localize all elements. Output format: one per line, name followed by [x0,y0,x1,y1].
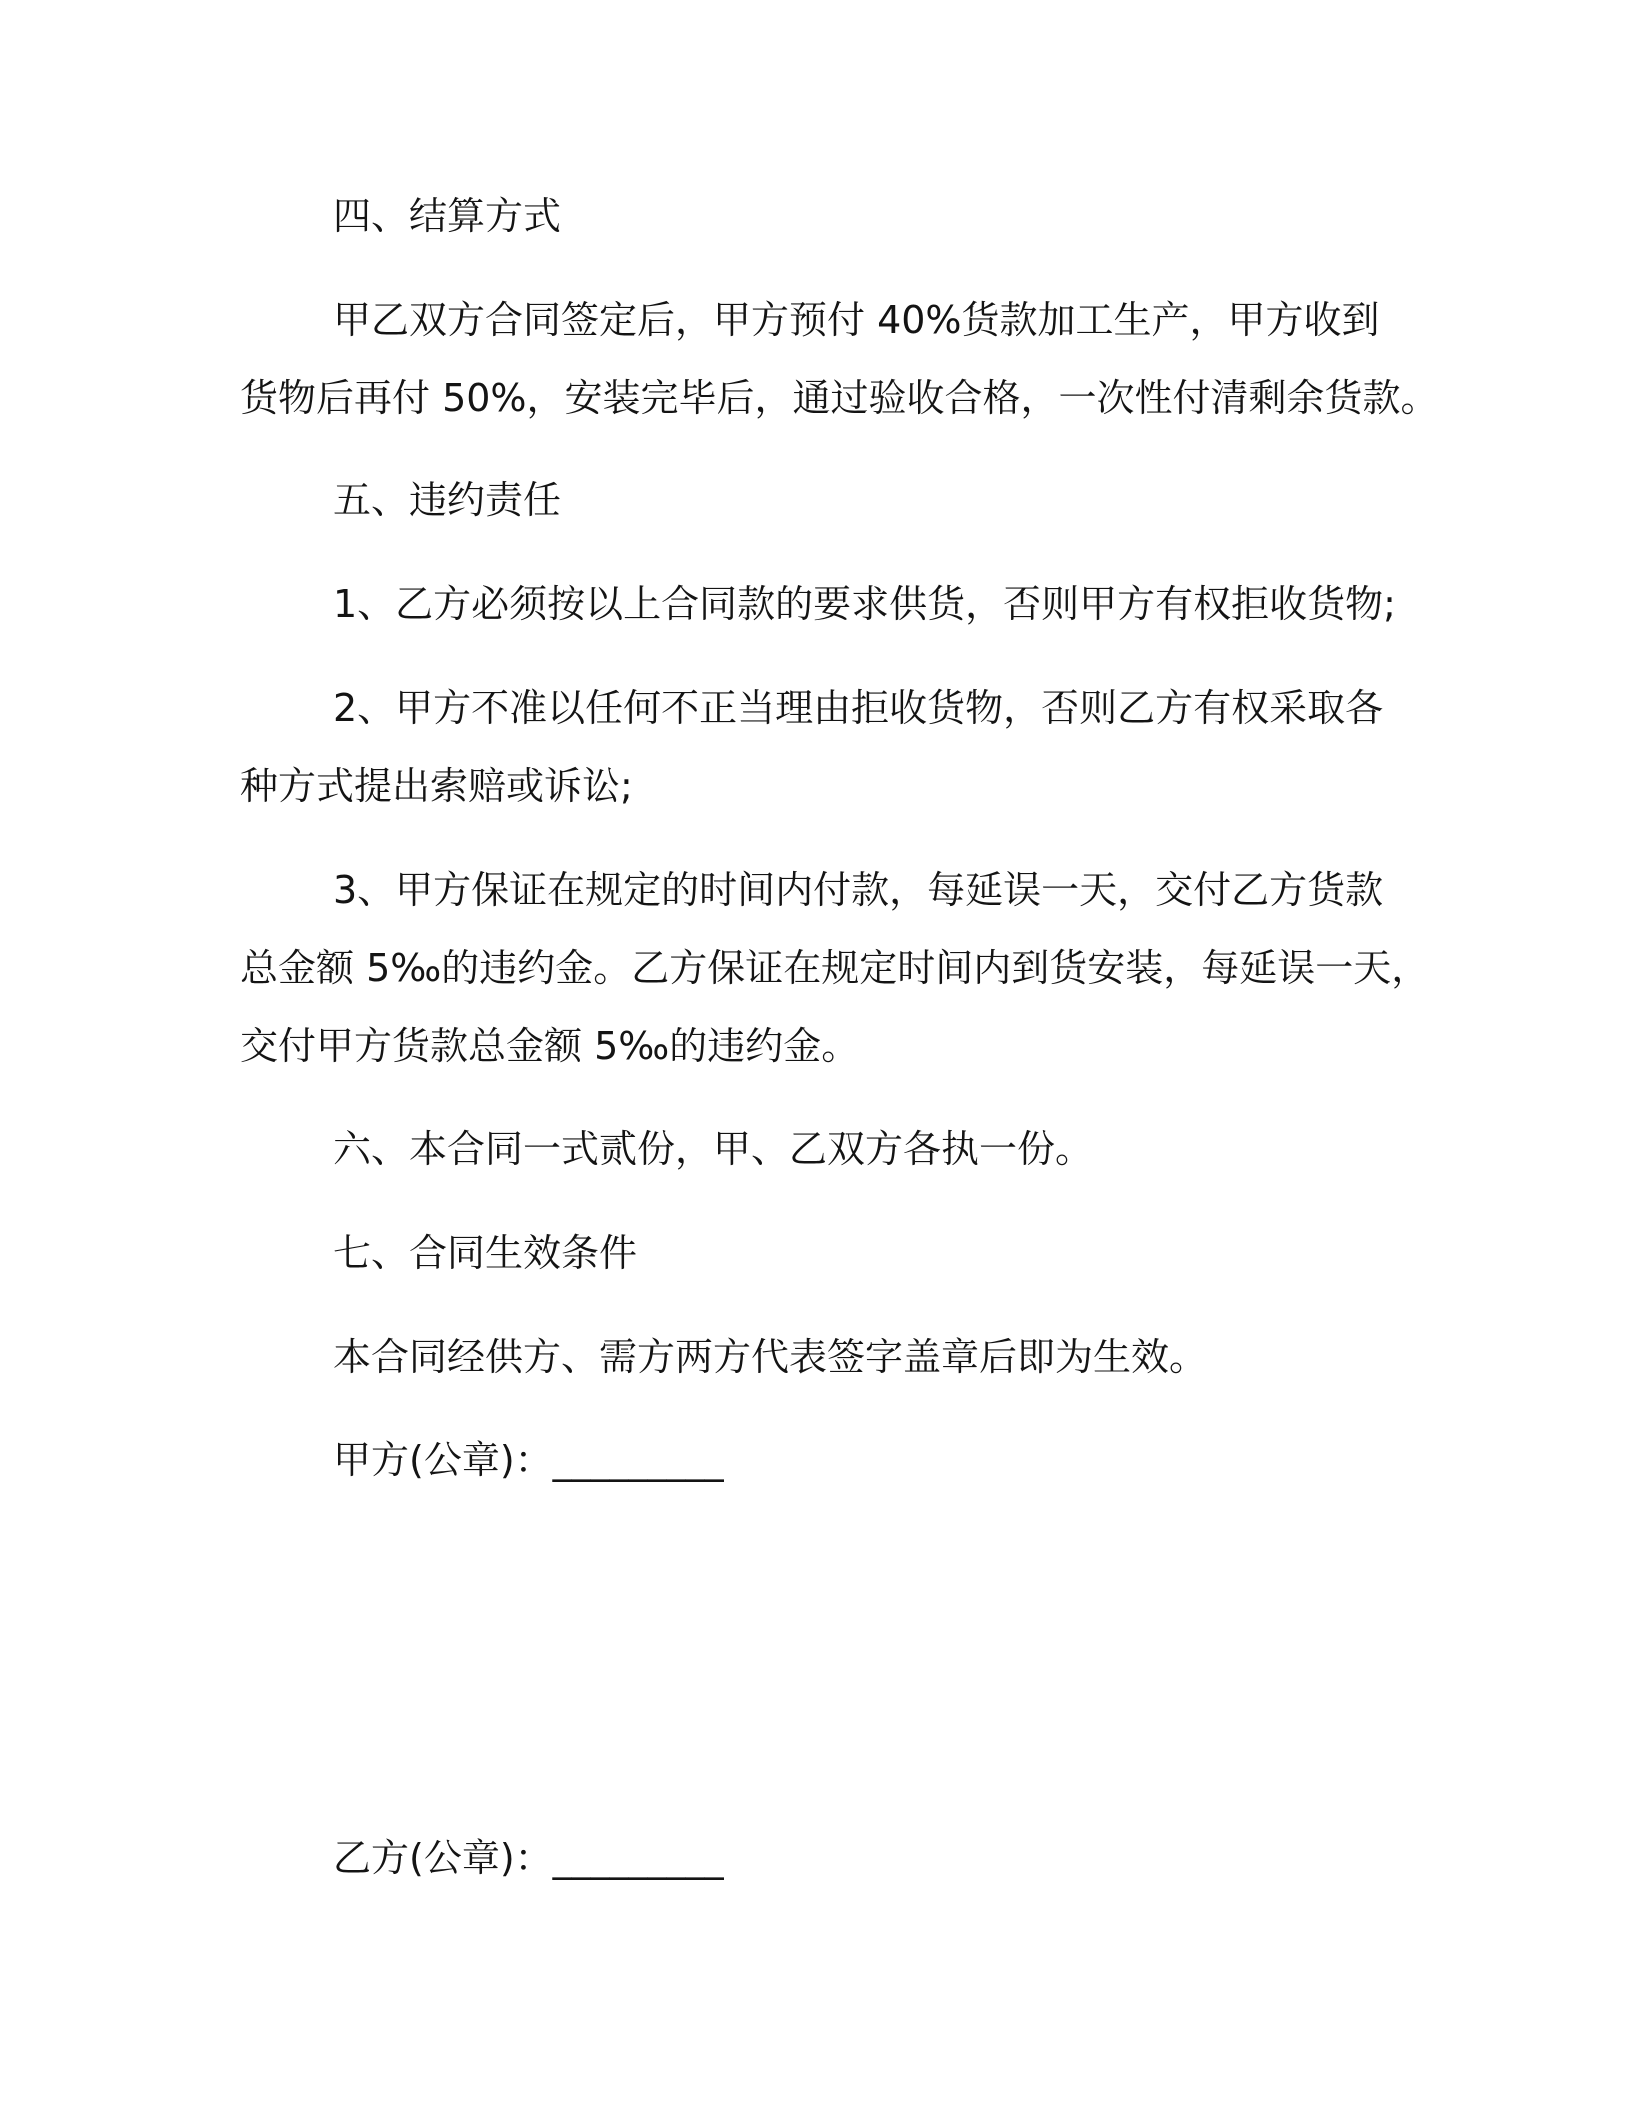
liability-clause-3-line-1: 3、甲方保证在规定的时间内付款，每延误一天，交付乙方货款 [333,868,1384,912]
party-b-signature: 乙方(公章)：_________ [333,1836,724,1880]
section-heading-liability: 五、违约责任 [333,478,562,522]
settlement-paragraph-line-1: 甲乙双方合同签定后，甲方预付 40%货款加工生产，甲方收到 [333,298,1380,342]
liability-clause-2-line-2: 种方式提出索赔或诉讼; [240,764,633,808]
section-heading-settlement: 四、结算方式 [333,194,562,238]
section-heading-copies: 六、本合同一式贰份，甲、乙双方各执一份。 [333,1127,1094,1171]
liability-clause-1-line-1: 1、乙方必须按以上合同款的要求供货，否则甲方有权拒收货物; [333,582,1396,626]
section-heading-effectiveness: 七、合同生效条件 [333,1231,638,1275]
party-a-signature: 甲方(公章)：_________ [333,1438,724,1482]
liability-clause-3-line-2: 总金额 5‰的违约金。乙方保证在规定时间内到货安装，每延误一天， [240,946,1430,990]
liability-clause-3-line-3: 交付甲方货款总金额 5‰的违约金。 [240,1024,860,1068]
settlement-paragraph-line-2: 货物后再付 50%，安装完毕后，通过验收合格，一次性付清剩余货款。 [240,376,1439,420]
liability-clause-2-line-1: 2、甲方不准以任何不正当理由拒收货物，否则乙方有权采取各 [333,686,1384,730]
effectiveness-paragraph: 本合同经供方、需方两方代表签字盖章后即为生效。 [333,1335,1208,1379]
